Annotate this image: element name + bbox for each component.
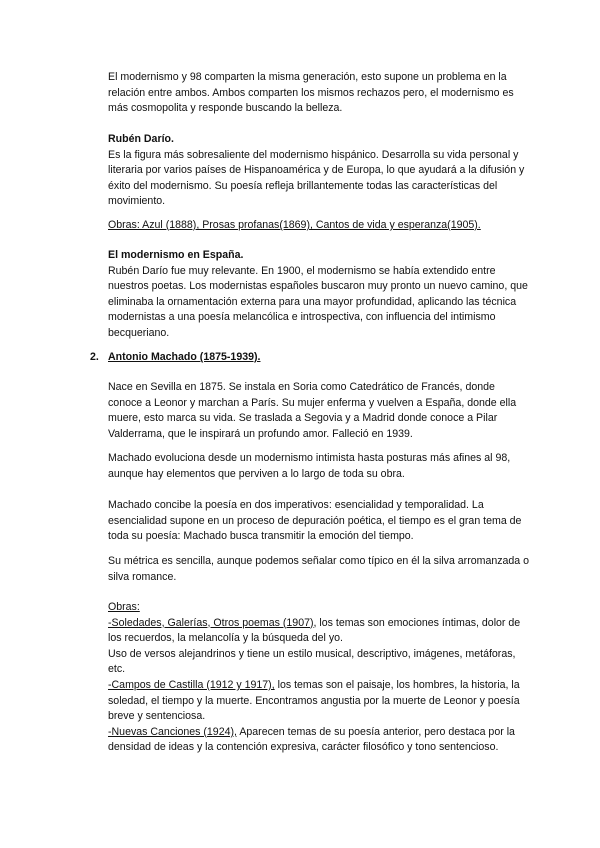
spain-section (108, 248, 530, 342)
work-item: -Soledades, Galerías, Otros poemas (1907), los temas son emociones íntimas, dolor de los recuerdos, la melancolía y la búsqueda del yo. (108, 616, 521, 645)
machado-bio: Nace en Sevilla en 1875. Se instala en Soria como Catedrático de Francés, donde conoce a Leonor y marchan a París. Su mujer enferma y vuelven a España, donde ella muere, esto marca su vida. Se traslada a Segovia y a Madrid donde conoce a Pilar Valderrama, que le inspirará un profundo amor. Falleció en 1939. (108, 381, 517, 440)
machado-works (108, 600, 530, 756)
work-item: -Nuevas Canciones (1924), Aparecen temas de su poesía anterior, pero destaca por la densidad de ideas y la contención expresiva, carácter filosófico y tono sentencioso. (108, 725, 515, 754)
works-label: Obras: (108, 601, 140, 613)
section-number: 2. (90, 351, 99, 363)
work-item: -Campos de Castilla (1912 y 1917), los temas son el paisaje, los hombres, la historia, la soledad, el tiempo y la muerte. Encontramos angustia por la muerte de Leonor y poesía breve y sentenciosa. (108, 678, 520, 723)
machado-evolution: Machado evoluciona desde un modernismo intimista hasta posturas más afines al 98, aunque hay elementos que perviven a lo largo de toda su obra. (108, 452, 511, 480)
machado-heading-wrap (108, 350, 530, 366)
work-item-extra: Uso de versos alejandrinos y tiene un estilo musical, descriptivo, imágenes, metáforas, etc. (108, 647, 516, 676)
dario-text: Es la figura más sobresaliente del modernismo hispánico. Desarrolla su vida personal y literaria por varios países de Hispanoamérica y de Europa, lo que ayudará a la difusión y éxito del modernismo. Su poesía refleja brillantemente todas las características del movimiento. (108, 148, 525, 208)
spain-text: Rubén Darío fue muy relevante. En 1900, el modernismo se había extendido entre nuestros poetas. Los modernistas españoles buscaron muy pronto un nuevo camino, que eliminaba la ornamentación externa para una mayor profundidad, aplicando las técnica modernistas a una poesía melancólica e introspectiva, con influencia del intimismo becqueriano. (108, 264, 528, 339)
machado-heading: Antonio Machado (1875-1939). (108, 351, 261, 363)
dario-heading: Rubén Darío. (108, 133, 174, 145)
dario-works: Obras: Azul (1888), Prosas profanas(1869), Cantos de vida y esperanza(1905). (108, 219, 481, 231)
spain-heading: El modernismo en España. (108, 249, 244, 261)
machado-concept: Machado concibe la poesía en dos imperativos: esencialidad y temporalidad. La esencialidad supone en un proceso de depuración poética, el tiempo es el gran tema de toda su poesía: Machado busca transmitir la emoción del tiempo. (108, 499, 522, 543)
dario-section (108, 132, 530, 210)
intro-paragraph: El modernismo y 98 comparten la misma generación, esto supone un problema en la relación entre ambos. Ambos comparten los mismos rechazos pero, el modernismo es más cosmopolita y responde buscando la belleza. (108, 71, 514, 115)
machado-metric: Su métrica es sencilla, aunque podemos señalar como típico en él la silva arromanzada o silva romance. (108, 555, 530, 583)
